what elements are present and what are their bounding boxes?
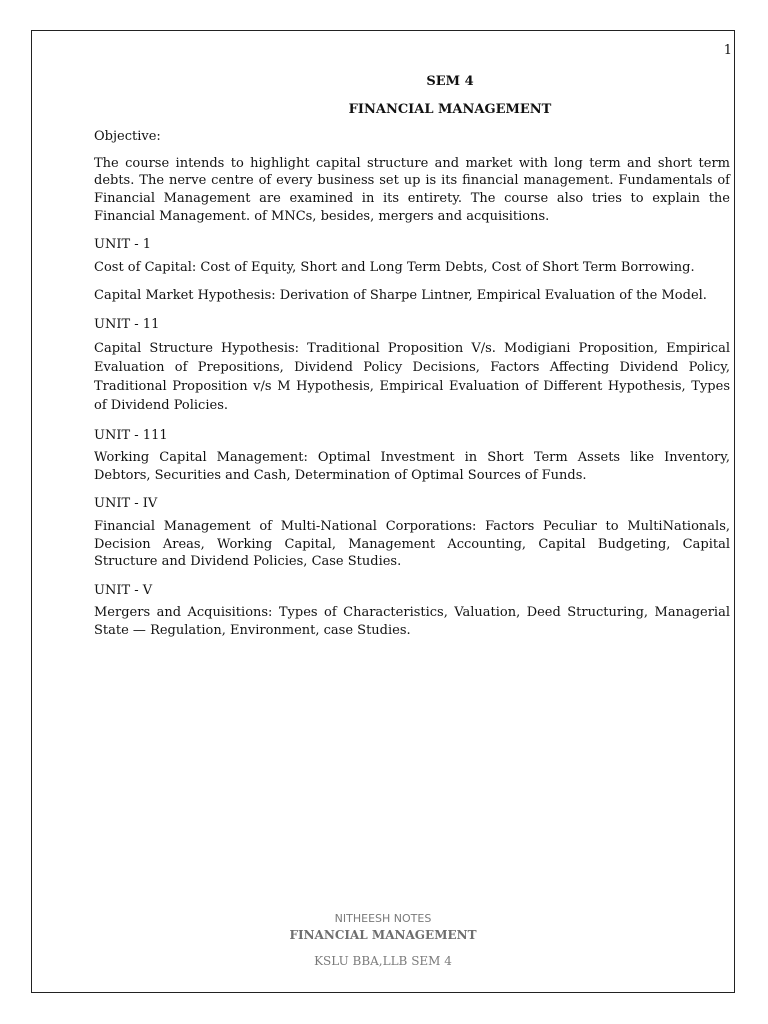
page-number: 1 [723,43,732,58]
unit-3-heading: UNIT - 111 [94,427,168,443]
unit-2-heading: UNIT - 11 [94,316,160,332]
unit-1-paragraph-1: Cost of Capital: Cost of Equity, Short and Long Term Debts, Cost of Short Term Borrowing. [94,259,695,275]
unit-4-heading: UNIT - IV [94,496,158,512]
unit-5-heading: UNIT - V [94,582,153,598]
unit-1-paragraph-2: Capital Market Hypothesis: Derivation of Sharpe Lintner, Empirical Evaluation of the Model. [94,288,707,304]
unit-5-paragraph-1: Mergers and Acquisitions: Types of Characteristics, Valuation, Deed Structuring, Managerial State — Regulation, Environment, case Studies. [94,605,730,638]
objective-label: Objective: [94,129,161,145]
semester-heading: SEM 4 [426,74,474,89]
unit-2-paragraph-1: Capital Structure Hypothesis: Traditional Proposition V/s. Modigiani Proposition, Empirical Evaluation of Prepositions, Dividend Policy Decisions, Factors Affecting Dividend Policy, Traditional Proposition v/s M Hypothesis, Empirical Evaluation of Different Hypothesis, Types of Dividend Policies. [94,340,730,413]
unit-1-heading: UNIT - 1 [94,237,152,253]
footer-notes: NITHEESH NOTES [334,912,432,925]
unit-4-paragraph-1: Financial Management of Multi-National Corporations: Factors Peculiar to MultiNationals, Decision Areas, Working Capital, Management Accounting, Capital Budgeting, Capital Structure and Dividend Policies, Case Studies. [94,518,730,570]
course-title: FINANCIAL MANAGEMENT [348,101,552,117]
document-body [94,73,730,650]
footer-title: FINANCIAL MANAGEMENT [289,928,477,942]
footer-subtitle: KSLU BBA,LLB SEM 4 [314,954,452,968]
objective-text: The course intends to highlight capital structure and market with long term and short term debts. The nerve centre of every business set up is its financial management. Fundamentals of Financial Management are examined in its entirety. The course also tries to explain the Financial Management. of MNCs, besides, mergers and acquisitions. [94,155,730,224]
unit-3-paragraph-1: Working Capital Management: Optimal Investment in Short Term Assets like Inventory, Debtors, Securities and Cash, Determination of Optimal Sources of Funds. [94,450,730,483]
